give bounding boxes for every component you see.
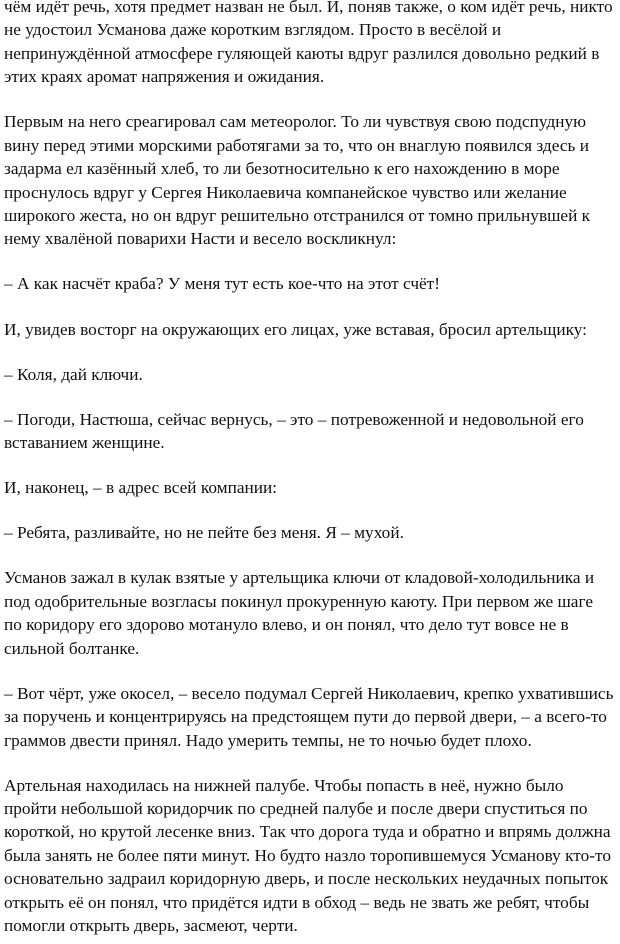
- paragraph: – Погоди, Настюша, сейчас вернусь, – это – потревоженной и недовольной его вставанием женщине.: [4, 409, 584, 453]
- paragraph: Артельная находилась на нижней палубе. Чтобы попасть в неё, нужно было пройти небольшой коридорчик по средней палубе и после двери спуститься по короткой, но крутой лесенке вниз. Так что дорога туда и обратно и впрямь должна была занять не более пяти минут. Но будто назло торопившемуся Усманову кто-то основательно задраил коридорную дверь, и после нескольких неудачных попыток открыть её он понял, что придётся идти в обход – ведь не звать же ребят, чтобы помогли открыть дверь, засмеют, черти.: [4, 775, 611, 936]
- paragraph: чём идёт речь, хотя предмет назван не был. И, поняв также, о ком идёт речь, никто не удостоил Усманова даже коротким взглядом. Просто в весёлой и непринуждённой атмосфере гуляющей каюты вдруг разлился довольно редкий в этих краях аромат напряжения и ожидания.: [4, 0, 613, 87]
- paragraph: – Вот чёрт, уже окосел, – весело подумал Сергей Николаевич, крепко ухватившись за поручень и концентрируясь на предстоящем пути до первой двери, – а всего-то граммов двести принял. Надо умерить темпы, не то ночью будет плохо.: [4, 683, 614, 750]
- paragraph: – Коля, дай ключи.: [4, 364, 143, 384]
- paragraph: Первым на него среагировал сам метеоролог. То ли чувствуя свою подспудную вину перед этими морскими работягами за то, что он внаглую появился здесь и задарма ел казённый хлеб, то ли безотносительно к его нахождению в море проснулось вдруг у Сергея Николаевича компанейское чувство или желание широкого жеста, но он вдруг решительно отстранился от томно прильнувшей к нему хвалёной поварихи Насти и весело воскликнул:: [4, 112, 591, 249]
- paragraph: И, увидев восторг на окружающих его лицах, уже вставая, бросил артельщику:: [4, 319, 587, 339]
- paragraph: – А как насчёт краба? У меня тут есть кое-что на этот счёт!: [4, 274, 440, 294]
- paragraph: Усманов зажал в кулак взятые у артельщика ключи от кладовой-холодильника и под одобрительные возгласы покинул прокуренную каюту. При первом же шаге по коридору его здорово мотануло влево, и он понял, что дело тут вовсе не в сильной болтанке.: [4, 568, 595, 658]
- paragraph: – Ребята, разливайте, но не пейте без меня. Я – мухой.: [4, 523, 404, 543]
- paragraph: И, наконец, – в адрес всей компании:: [4, 478, 278, 498]
